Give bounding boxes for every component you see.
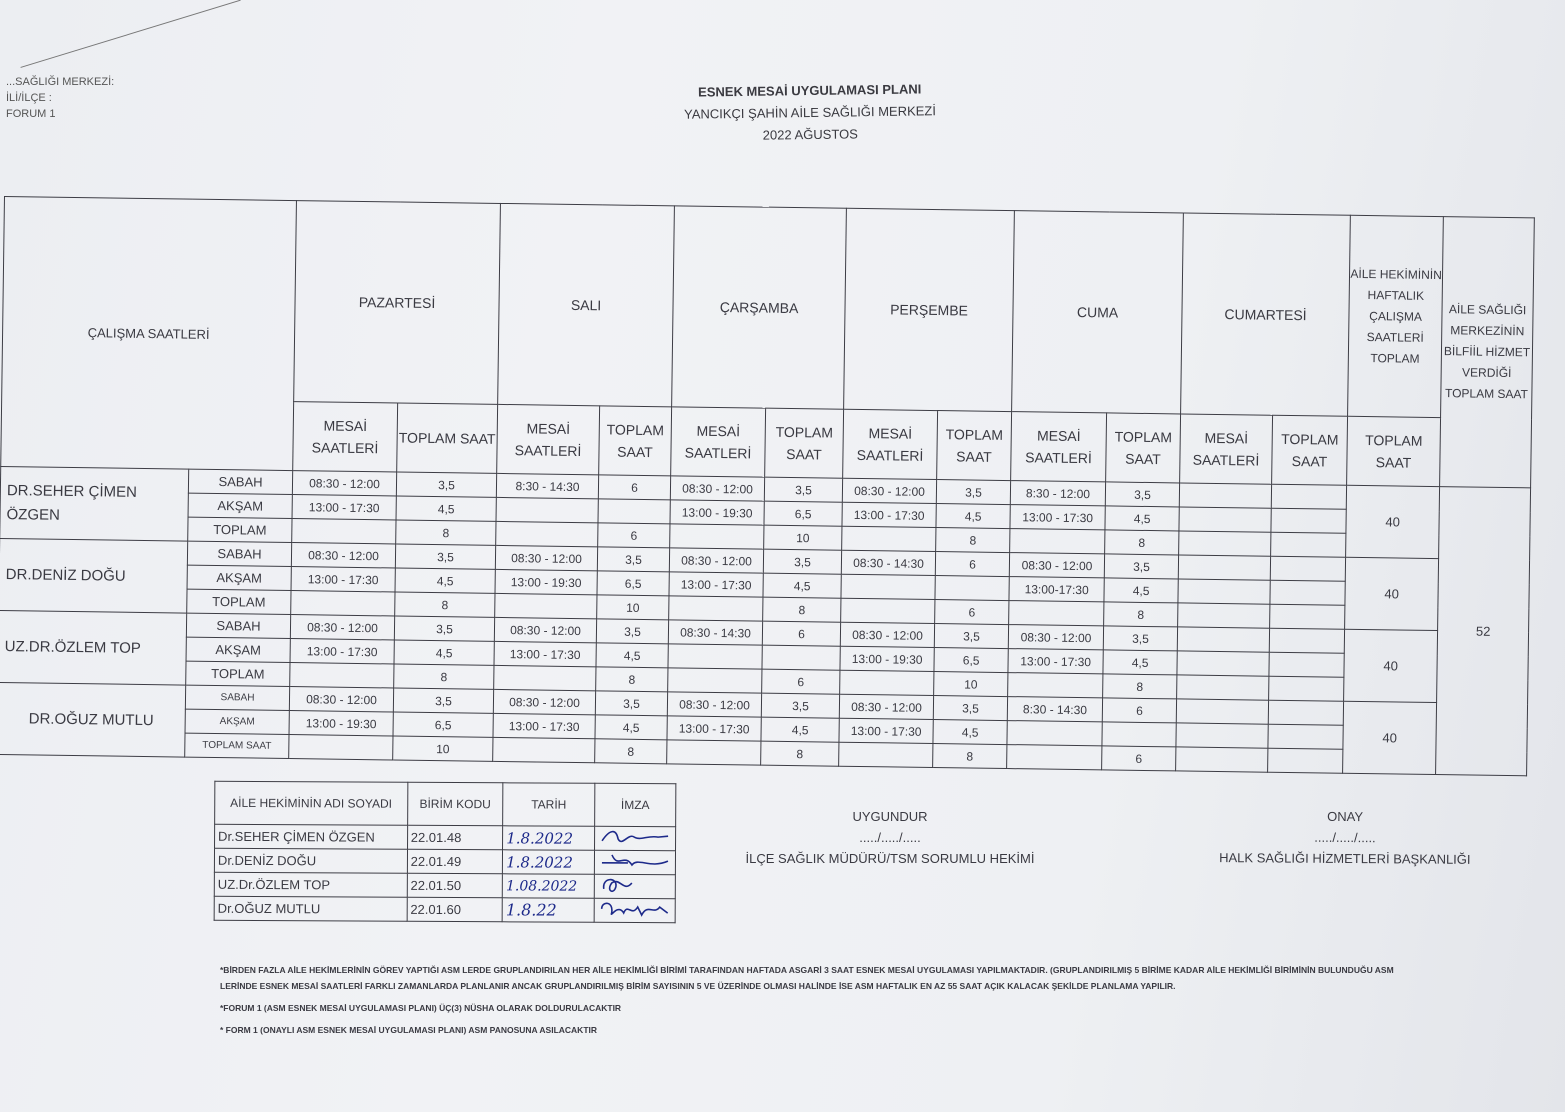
shift-hours-cell xyxy=(1007,745,1102,770)
toplam-header: TOPLAM SAAT xyxy=(397,403,498,473)
shift-label: AKŞAM xyxy=(185,709,289,734)
shift-hours-cell xyxy=(496,497,598,522)
shift-hours-cell: 08:30 - 12:00 xyxy=(292,471,396,496)
shift-total-cell: 10 xyxy=(764,525,842,550)
shift-hours-cell: 8:30 - 14:30 xyxy=(496,473,598,498)
shift-hours-cell: 08:30 - 12:00 xyxy=(289,687,393,712)
health-center-label: ...SAĞLIĞI MERKEZİ: xyxy=(6,76,115,88)
sig-row xyxy=(214,848,675,874)
mesai-header: MESAİ SAATLERİ xyxy=(497,404,600,474)
shift-total-cell xyxy=(1268,700,1343,725)
sig-code: 22.01.48 xyxy=(407,825,503,849)
shift-label: TOPLAM xyxy=(188,517,292,542)
shift-hours-cell xyxy=(1176,699,1268,724)
shift-total-cell: 4,5 xyxy=(933,720,1007,745)
shift-total-cell: 6 xyxy=(598,523,670,548)
shift-total-cell: 10 xyxy=(934,672,1008,697)
sig-name: Dr.DENİZ DOĞU xyxy=(214,848,407,873)
sig-date xyxy=(503,850,595,874)
shift-hours-cell xyxy=(494,665,596,690)
shift-hours-cell: 13:00 - 17:30 xyxy=(669,572,763,597)
shift-total-cell xyxy=(1269,676,1344,701)
shift-hours-cell xyxy=(1178,555,1270,580)
shift-hours-cell: 13:00 - 19:30 xyxy=(670,500,764,525)
asm-hours-header: AİLE SAĞLIĞI MERKEZİNİN BİLFİİL HİZMET VERDİĞİ TOPLAM SAAT xyxy=(1440,217,1535,488)
sig-date xyxy=(503,826,595,850)
shift-label: AKŞAM xyxy=(186,637,290,662)
shift-total-cell: 8 xyxy=(395,592,495,617)
sig-row xyxy=(214,896,675,922)
sig-name: Dr.OĞUZ MUTLU xyxy=(214,896,407,921)
sig-date xyxy=(502,898,594,922)
shift-hours-cell: 13:00 - 17:30 xyxy=(839,718,933,743)
shift-hours-cell: 13:00 - 17:30 xyxy=(290,639,394,664)
shift-total-cell xyxy=(1102,722,1176,747)
shift-hours-cell: 08:30 - 12:00 xyxy=(839,694,933,719)
onay-role: HALK SAĞLIĞI HİZMETLERİ BAŞKANLIĞI xyxy=(1219,850,1471,867)
shift-hours-cell xyxy=(1177,627,1269,652)
shift-hours-cell xyxy=(495,593,597,618)
shift-total-cell: 8 xyxy=(933,744,1007,769)
title-line-2: YANCIKÇI ŞAHİN AİLE SAĞLIĞI MERKEZİ xyxy=(683,103,937,122)
shift-hours-cell: 8:30 - 12:00 xyxy=(1010,481,1105,506)
shift-hours-cell xyxy=(842,526,936,551)
shift-label: SABAH xyxy=(185,685,289,710)
shift-hours-cell xyxy=(669,596,763,621)
shift-hours-cell: 13:00 - 17:30 xyxy=(842,502,936,527)
shift-hours-cell: 08:30 - 12:00 xyxy=(669,548,763,573)
shift-hours-cell xyxy=(1179,531,1271,556)
handwritten-date: 1.8.2022 xyxy=(506,852,573,872)
shift-hours-cell: 13:00-17:30 xyxy=(1009,577,1104,602)
weekly-total-subheader: TOPLAM SAAT xyxy=(1347,416,1441,486)
day-header-thursday: PERŞEMBE xyxy=(844,208,1015,411)
shift-label: TOPLAM xyxy=(186,661,290,686)
shift-label: SABAH xyxy=(188,469,292,494)
shift-hours-cell xyxy=(1176,747,1268,772)
weekly-total-cell: 40 xyxy=(1346,485,1440,558)
weekly-hours-header: AİLE HEKİMİNİN HAFTALIK ÇALIŞMA SAATLERİ TOPLAM xyxy=(1348,215,1444,417)
shift-hours-cell: 13:00 - 17:30 xyxy=(494,641,596,666)
shift-hours-cell xyxy=(668,668,762,693)
shift-total-cell: 4,5 xyxy=(395,568,495,593)
shift-hours-cell: 08:30 - 12:00 xyxy=(842,478,936,503)
sig-header-name: AİLE HEKİMİNİN ADI SOYADI xyxy=(215,781,408,825)
shift-label: TOPLAM SAAT xyxy=(185,733,289,758)
shift-total-cell: 4,5 xyxy=(761,717,839,742)
shift-total-cell xyxy=(762,645,840,670)
sig-name: UZ.Dr.ÖZLEM TOP xyxy=(214,872,407,897)
shift-total-cell: 3,5 xyxy=(1103,626,1177,651)
note-3: * FORM 1 (ONAYLI ASM ESNEK MESAİ UYGULAMASI PLANI) ASM PANOSUNA ASILACAKTIR xyxy=(220,1025,598,1035)
toplam-header: TOPLAM SAAT xyxy=(937,411,1012,481)
sig-header-date: TARİH xyxy=(503,783,595,826)
shift-hours-cell xyxy=(841,598,935,623)
shift-total-cell: 8 xyxy=(394,664,494,689)
shift-total-cell: 4,5 xyxy=(1104,578,1178,603)
shift-hours-cell: 08:30 - 12:00 xyxy=(495,545,597,570)
form-number: FORUM 1 xyxy=(6,108,56,120)
shift-total-cell: 3,5 xyxy=(394,616,494,641)
shift-hours-cell: 08:30 - 12:00 xyxy=(1008,625,1103,650)
shift-hours-cell xyxy=(839,742,933,767)
shift-hours-cell: 08:30 - 14:30 xyxy=(668,620,762,645)
shift-hours-cell: 13:00 - 17:30 xyxy=(493,713,595,738)
handwritten-signature-icon xyxy=(598,851,672,871)
shift-label: AKŞAM xyxy=(187,565,291,590)
shift-total-cell: 3,5 xyxy=(395,544,495,569)
doctor-name: DR.OĞUZ MUTLU xyxy=(0,682,186,757)
title-line-3: 2022 AĞUSTOS xyxy=(762,126,858,143)
shift-total-cell xyxy=(1270,604,1345,629)
shift-total-cell: 6 xyxy=(598,475,670,500)
document-title xyxy=(560,77,1061,150)
sig-signature xyxy=(594,850,675,874)
note-2: *FORUM 1 (ASM ESNEK MESAİ UYGULAMASI PLANI) ÜÇ(3) NÜSHA OLARAK DOLDURULACAKTIR xyxy=(220,1003,622,1013)
sig-date xyxy=(502,874,594,898)
shift-total-cell: 8 xyxy=(1104,602,1178,627)
shift-total-cell: 8 xyxy=(396,520,496,545)
onay-title: ONAY xyxy=(1327,808,1364,825)
shift-total-cell: 4,5 xyxy=(394,640,494,665)
toplam-header: TOPLAM SAAT xyxy=(599,406,672,476)
shift-hours-cell xyxy=(1178,603,1270,628)
sig-header-code: BİRİM KODU xyxy=(407,782,503,825)
shift-hours-cell xyxy=(493,737,595,762)
shift-hours-cell xyxy=(1008,673,1103,698)
handwritten-date: 1.8.22 xyxy=(505,900,557,920)
day-header-tuesday: SALI xyxy=(498,203,675,406)
day-header-wednesday: ÇARŞAMBA xyxy=(672,206,847,409)
shift-total-cell xyxy=(1268,724,1343,749)
shift-total-cell: 4,5 xyxy=(595,715,667,740)
mesai-header: MESAİ SAATLERİ xyxy=(671,407,766,477)
doctor-name: DR.DENİZ DOĞU xyxy=(0,538,188,613)
shift-hours-cell xyxy=(1179,507,1271,532)
sig-code: 22.01.60 xyxy=(407,897,503,921)
schedule-table xyxy=(0,196,1535,776)
asm-total-cell: 52 xyxy=(1436,487,1531,776)
shift-total-cell xyxy=(1271,484,1346,509)
shift-hours-cell xyxy=(668,644,762,669)
toplam-header: TOPLAM SAAT xyxy=(765,408,844,478)
shift-total-cell: 3,5 xyxy=(763,549,841,574)
shift-hours-cell xyxy=(496,521,598,546)
shift-total-cell: 3,5 xyxy=(393,688,493,713)
shift-hours-cell: 8:30 - 14:30 xyxy=(1007,697,1102,722)
doctor-name: DR.SEHER ÇİMEN ÖZGEN xyxy=(0,466,189,541)
shift-hours-cell: 13:00 - 17:30 xyxy=(667,716,761,741)
sig-signature xyxy=(594,898,675,922)
shift-hours-cell: 08:30 - 12:00 xyxy=(291,543,395,568)
shift-total-cell xyxy=(1270,580,1345,605)
shift-total-cell: 6,5 xyxy=(764,501,842,526)
onay-date: ...../...../..... xyxy=(1314,829,1376,846)
shift-total-cell: 3,5 xyxy=(596,619,668,644)
shift-total-cell xyxy=(1270,556,1345,581)
shift-hours-cell xyxy=(841,574,935,599)
handwritten-date: 1.08.2022 xyxy=(505,877,578,895)
shift-hours-cell xyxy=(840,670,934,695)
shift-hours-cell: 13:00 - 17:30 xyxy=(292,495,396,520)
shift-total-cell xyxy=(935,576,1009,601)
sig-row xyxy=(214,872,675,898)
uygundur-title: UYGUNDUR xyxy=(852,809,928,824)
shift-total-cell: 8 xyxy=(763,597,841,622)
shift-hours-cell xyxy=(290,663,394,688)
shift-hours-cell: 13:00 - 19:30 xyxy=(289,711,393,736)
shift-total-cell: 6,5 xyxy=(597,571,669,596)
notes xyxy=(220,962,1400,1044)
shift-hours-cell: 08:30 - 12:00 xyxy=(494,617,596,642)
shift-total-cell: 4,5 xyxy=(396,496,496,521)
shift-total-cell: 3,5 xyxy=(933,696,1007,721)
shift-label: SABAH xyxy=(186,613,290,638)
shift-total-cell: 3,5 xyxy=(761,693,839,718)
shift-total-cell: 8 xyxy=(1103,674,1177,699)
shift-total-cell xyxy=(1269,628,1344,653)
shift-total-cell xyxy=(1269,652,1344,677)
sig-row xyxy=(215,824,676,850)
shift-hours-cell xyxy=(667,740,761,765)
shift-label: AKŞAM xyxy=(188,493,292,518)
mesai-header: MESAİ SAATLERİ xyxy=(1180,414,1273,484)
title-line-1: ESNEK MESAİ UYGULAMASI PLANI xyxy=(697,81,922,100)
shift-hours-cell: 08:30 - 12:00 xyxy=(1009,553,1104,578)
shift-total-cell: 8 xyxy=(596,667,668,692)
shift-hours-cell xyxy=(1010,529,1105,554)
handwritten-signature-icon xyxy=(598,875,672,895)
shift-hours-cell xyxy=(292,519,396,544)
shift-total-cell: 6,5 xyxy=(934,648,1008,673)
sig-signature xyxy=(594,874,675,898)
shift-hours-cell: 13:00 - 17:30 xyxy=(291,567,395,592)
shift-hours-cell xyxy=(1176,723,1268,748)
mesai-header: MESAİ SAATLERİ xyxy=(293,402,398,472)
shift-total-cell: 6 xyxy=(1102,746,1176,771)
shift-total-cell: 3,5 xyxy=(936,480,1010,505)
day-header-monday: PAZARTESİ xyxy=(294,201,501,405)
shift-total-cell: 3,5 xyxy=(595,691,667,716)
shift-hours-cell xyxy=(1178,579,1270,604)
uygundur-block xyxy=(690,806,1090,869)
shift-total-cell xyxy=(598,499,670,524)
shift-hours-cell: 13:00 - 17:30 xyxy=(1008,649,1103,674)
sig-signature xyxy=(594,826,675,850)
shift-hours-cell: 13:00 - 19:30 xyxy=(495,569,597,594)
shift-total-cell: 3,5 xyxy=(1104,554,1178,579)
handwritten-date: 1.8.2022 xyxy=(506,828,574,848)
handwritten-signature-icon xyxy=(598,899,672,919)
shift-total-cell: 3,5 xyxy=(934,624,1008,649)
shift-hours-cell: 08:30 - 12:00 xyxy=(667,692,761,717)
uygundur-role: İLÇE SAĞLIK MÜDÜRÜ/TSM SORUMLU HEKİMİ xyxy=(745,851,1035,866)
shift-total-cell: 4,5 xyxy=(596,643,668,668)
shift-total-cell: 10 xyxy=(393,736,493,761)
shift-total-cell: 8 xyxy=(761,741,839,766)
sig-name: Dr.SEHER ÇİMEN ÖZGEN xyxy=(215,824,408,849)
shift-hours-cell: 13:00 - 17:30 xyxy=(1010,505,1105,530)
toplam-header: TOPLAM SAAT xyxy=(1272,415,1348,485)
shift-total-cell: 10 xyxy=(597,595,669,620)
shift-hours-cell xyxy=(291,591,395,616)
shift-label: SABAH xyxy=(187,541,291,566)
sig-code: 22.01.49 xyxy=(407,849,503,873)
shift-total-cell: 6 xyxy=(762,669,840,694)
shift-total-cell: 8 xyxy=(936,528,1010,553)
shift-total-cell: 6 xyxy=(935,600,1009,625)
mesai-header: MESAİ SAATLERİ xyxy=(843,409,938,479)
header-left xyxy=(6,74,114,122)
shift-total-cell: 6 xyxy=(1102,698,1176,723)
weekly-total-cell: 40 xyxy=(1344,629,1438,702)
day-header-saturday: CUMARTESİ xyxy=(1181,213,1351,416)
shift-hours-cell xyxy=(670,524,764,549)
shift-total-cell: 6,5 xyxy=(393,712,493,737)
shift-total-cell: 6 xyxy=(935,552,1009,577)
shift-hours-cell xyxy=(1177,675,1269,700)
shift-total-cell: 4,5 xyxy=(936,504,1010,529)
shift-total-cell xyxy=(1271,508,1346,533)
weekly-total-cell: 40 xyxy=(1343,701,1437,774)
shift-total-cell xyxy=(1271,532,1346,557)
day-header-friday: CUMA xyxy=(1012,211,1184,414)
shift-total-cell: 4,5 xyxy=(1103,650,1177,675)
shift-hours-cell xyxy=(1177,651,1269,676)
shift-total-cell xyxy=(1268,748,1343,773)
shift-hours-cell: 08:30 - 12:00 xyxy=(290,615,394,640)
sig-header-signature: İMZA xyxy=(595,783,676,826)
shift-label: TOPLAM xyxy=(187,589,291,614)
shift-hours-cell: 08:30 - 14:30 xyxy=(841,550,935,575)
signature-table xyxy=(214,781,677,923)
uygundur-date: ...../...../..... xyxy=(859,830,921,845)
shift-total-cell: 6 xyxy=(762,621,840,646)
province-label: İLİ/İLÇE : xyxy=(6,92,52,104)
shift-hours-cell xyxy=(1179,483,1271,508)
mesai-header: MESAİ SAATLERİ xyxy=(1011,412,1107,482)
shift-hours-cell xyxy=(1007,721,1102,746)
shift-total-cell: 3,5 xyxy=(764,477,842,502)
shift-total-cell: 3,5 xyxy=(597,547,669,572)
shift-total-cell: 3,5 xyxy=(396,472,496,497)
weekly-total-cell: 40 xyxy=(1345,557,1439,630)
shift-hours-cell: 08:30 - 12:00 xyxy=(493,689,595,714)
handwritten-signature-icon xyxy=(598,827,672,847)
shift-total-cell: 8 xyxy=(1105,530,1179,555)
shift-hours-cell: 13:00 - 19:30 xyxy=(840,646,934,671)
note-1: *BİRDEN FAZLA AİLE HEKİMLERİNİN GÖREV YAPTIĞI ASM LERDE GRUPLANDIRILAN HER AİLE HEKİMLİĞİ BİRİMİ TARAFINDAN HAFTADA ASGARİ 3 SAAT ESNEK MESAİ UYGULAMASI YAPILMAKTADIR. (GRUPLANDIRILMIŞ 5 BİRİME KADAR AİLE HEKİMLİĞİ BİRİMİNİN BULUNDUĞU ASM LERİNDE ESNEK MESAİ SAATLERİ FARKLI ZAMANLARDA PLANLANIR ANCAK GRUPLANDIRILMIŞ BİRİM SAYISININ 5 VE ÜZERİNDE OLMASI HALİNDE İSE ASM HAFTALIK EN AZ 55 SAAT AÇIK KALACAK ŞEKİLDE PLANLAMA YAPILIR. xyxy=(220,965,1394,991)
shift-hours-cell xyxy=(1009,601,1104,626)
doctor-name: UZ.DR.ÖZLEM TOP xyxy=(0,610,187,685)
toplam-header: TOPLAM SAAT xyxy=(1106,413,1181,483)
onay-block xyxy=(1150,805,1540,871)
shift-hours-cell: 08:30 - 12:00 xyxy=(670,476,764,501)
sig-code: 22.01.50 xyxy=(407,873,503,897)
corner-header: ÇALIŞMA SAATLERİ xyxy=(1,197,297,471)
shift-total-cell: 4,5 xyxy=(763,573,841,598)
shift-total-cell: 4,5 xyxy=(1105,506,1179,531)
shift-total-cell: 3,5 xyxy=(1105,482,1179,507)
schedule-body xyxy=(0,466,1531,775)
shift-hours-cell xyxy=(289,735,393,760)
shift-total-cell: 8 xyxy=(595,739,667,764)
shift-hours-cell: 08:30 - 12:00 xyxy=(840,622,934,647)
